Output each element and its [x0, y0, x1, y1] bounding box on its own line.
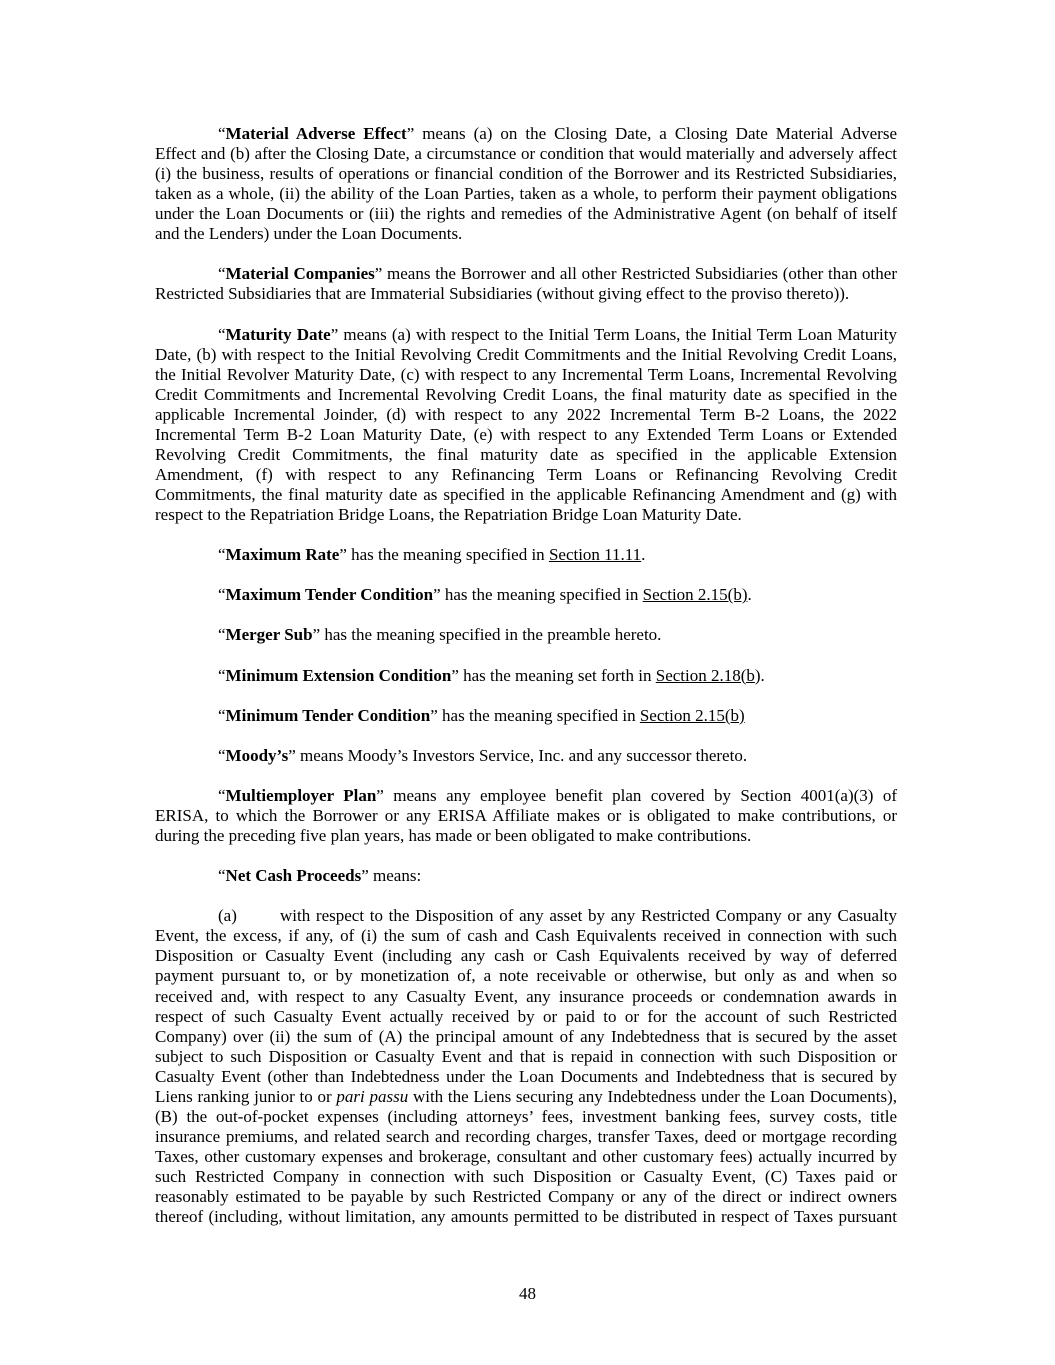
- text-line: [155, 906, 897, 926]
- open-quote: “: [218, 264, 226, 284]
- open-quote: “: [218, 705, 226, 725]
- defined-term: Material Companies: [225, 264, 375, 284]
- open-quote: “: [218, 585, 226, 605]
- section-reference: Section 2.15(b): [642, 585, 748, 605]
- clause-text: with respect to the Disposition of any asset by any Restricted Company or any Casualty: [280, 906, 897, 926]
- definition-text: ” has the meaning specified in the preamble hereto.: [312, 625, 662, 645]
- trailing-punctuation: .: [747, 585, 752, 605]
- open-quote: “: [218, 866, 226, 886]
- defined-term: Maturity Date: [225, 324, 331, 344]
- page-number: 48: [519, 1284, 536, 1303]
- text-line: received and, with respect to any Casualty Event, any insurance proceeds or condemnation awards in: [155, 986, 897, 1006]
- open-quote: “: [218, 625, 226, 645]
- section-reference: Section 11.11: [548, 545, 642, 565]
- definition-text: ” means:: [361, 866, 422, 886]
- text-line: Event, the excess, if any, of (i) the sum of cash and Cash Equivalents received in connection with such: [155, 926, 897, 946]
- italic-phrase: pari passu: [336, 1086, 409, 1106]
- text-line: Incremental Term B-2 Loan Maturity Date, (e) with respect to any Extended Term Loans or Extended: [155, 424, 897, 444]
- text-line: [155, 786, 897, 806]
- text-line: reasonably estimated to be payable by such Restricted Company or any of the direct or indirect owners: [155, 1187, 897, 1206]
- defined-term: Maximum Tender Condition: [225, 585, 434, 605]
- definition-net-cash-proceeds: [155, 866, 897, 1227]
- defined-term: Minimum Extension Condition: [225, 665, 452, 685]
- definition-text: ” has the meaning specified in: [433, 585, 643, 605]
- text-line: such Restricted Company in connection with such Disposition or Casualty Event, (C) Taxes paid or: [155, 1166, 897, 1186]
- text-line: [155, 866, 897, 886]
- open-quote: “: [218, 745, 226, 765]
- text-line: [155, 746, 897, 766]
- open-quote: “: [218, 785, 226, 805]
- clause-enumerator: (a): [218, 906, 237, 926]
- definition-material-adverse-effect: [155, 124, 897, 244]
- text-line: and the Lenders) under the Loan Documents.: [155, 224, 463, 244]
- definition-text: ” has the meaning set forth in: [451, 665, 656, 685]
- definition-text: ” means (a) with respect to the Initial Term Loans, the Initial Term Loan Maturity: [330, 324, 897, 344]
- text-line: thereof (including, without limitation, any amounts permitted to be distributed in respect of Taxes pursuant: [155, 1207, 897, 1227]
- text-line: Credit Commitments and Incremental Revolving Credit Loans, the final maturity date as specified in the: [155, 384, 897, 404]
- text-line: Disposition or Casualty Event (including any cash or Cash Equivalents received by way of deferred: [155, 946, 897, 966]
- text-line: ERISA, to which the Borrower or any ERISA Affiliate makes or is obligated to make contributions, or: [155, 806, 897, 826]
- definition-text: ” means the Borrower and all other Restricted Subsidiaries (other than other: [374, 264, 897, 284]
- text-line: [155, 585, 897, 605]
- text-line: Revolving Credit Commitments, the final maturity date as specified in the applicable Extension: [155, 444, 897, 464]
- section-reference: Section 2.18(b: [655, 665, 755, 685]
- page-body: [155, 124, 897, 1247]
- text-line: Date, (b) with respect to the Initial Revolving Credit Commitments and the Initial Revolving Credit Loans,: [155, 344, 897, 364]
- text-line: Commitments, the final maturity date as specified in the applicable Refinancing Amendment and (g) with: [155, 484, 897, 504]
- text-line: [155, 545, 897, 565]
- defined-term: Maximum Rate: [225, 545, 340, 565]
- text-line: [155, 666, 897, 686]
- text-line: insurance premiums, and related search and recording charges, transfer Taxes, deed or mortgage recording: [155, 1126, 897, 1146]
- text-line: [155, 264, 897, 284]
- text-line: Company) over (ii) the sum of (A) the principal amount of any Indebtedness that is secured by the asset: [155, 1026, 897, 1046]
- open-quote: “: [218, 324, 226, 344]
- text-line: Restricted Subsidiaries that are Immaterial Subsidiaries (without giving effect to the proviso thereto)).: [155, 284, 850, 304]
- trailing-punctuation: ).: [754, 665, 765, 685]
- text-line: (i) the business, results of operations or financial condition of the Borrower and its Restricted Subsidiaries,: [155, 164, 897, 184]
- definition-minimum-tender-condition: [155, 706, 897, 726]
- open-quote: “: [218, 545, 226, 565]
- text-line: subject to such Disposition or Casualty Event and that is repaid in connection with such Disposition or: [155, 1046, 897, 1066]
- defined-term: Moody’s: [225, 745, 289, 765]
- definition-text: ” means any employee benefit plan covered by Section 4001(a)(3) of: [376, 785, 897, 805]
- defined-term: Merger Sub: [225, 625, 313, 645]
- text-line: taken as a whole, (ii) the ability of the Loan Parties, taken as a whole, to perform their payment obligations: [155, 184, 897, 204]
- defined-term: Material Adverse Effect: [225, 124, 407, 143]
- defined-term: Minimum Tender Condition: [225, 705, 431, 725]
- definition-multiemployer-plan: [155, 786, 897, 846]
- text-line: applicable Incremental Joinder, (d) with respect to any 2022 Incremental Term B-2 Loans, the 2022: [155, 404, 897, 424]
- definition-maximum-tender-condition: [155, 585, 897, 605]
- text-line: respect of such Casualty Event actually received by or paid to or for the account of such Restricted: [155, 1006, 897, 1026]
- definition-text: ” has the meaning specified in: [430, 705, 640, 725]
- clause-text: Liens ranking junior to or: [155, 1086, 337, 1106]
- text-line: [155, 706, 897, 726]
- text-line: Taxes, other customary expenses and brokerage, consultant and other customary fees) actually incurred by: [155, 1146, 897, 1166]
- text-line: Effect and (b) after the Closing Date, a circumstance or condition that would materially and adversely affect: [155, 144, 897, 164]
- definition-material-companies: [155, 264, 897, 304]
- clause-a: [155, 906, 897, 1227]
- definition-text: ” means Moody’s Investors Service, Inc. and any successor thereto.: [288, 745, 748, 765]
- text-line: (B) the out-of-pocket expenses (including attorneys’ fees, investment banking fees, survey costs, title: [155, 1106, 897, 1126]
- text-line: [155, 625, 897, 645]
- definition-text: ” means (a) on the Closing Date, a Closing Date Material Adverse: [406, 124, 897, 143]
- definition-maximum-rate: [155, 545, 897, 565]
- text-line: payment pursuant to, or by monetization of, a note receivable or otherwise, but only as and when so: [155, 966, 897, 986]
- text-line: [155, 325, 897, 345]
- text-line: respect to the Repatriation Bridge Loans, the Repatriation Bridge Loan Maturity Date.: [155, 504, 742, 524]
- definition-merger-sub: [155, 625, 897, 645]
- text-line: during the preceding five plan years, has made or been obligated to make contributions.: [155, 826, 752, 846]
- text-line: Casualty Event (other than Indebtedness under the Loan Documents and Indebtedness that is secured by: [155, 1066, 897, 1086]
- text-line: the Initial Revolver Maturity Date, (c) with respect to any Incremental Term Loans, Incremental Revolving: [155, 364, 897, 384]
- text-line: [155, 1087, 897, 1107]
- definition-minimum-extension-condition: [155, 666, 897, 686]
- open-quote: “: [218, 124, 226, 143]
- text-line: Amendment, (f) with respect to any Refinancing Term Loans or Refinancing Revolving Credit: [155, 464, 897, 484]
- definition-moodys: [155, 746, 897, 766]
- text-line: [155, 124, 897, 144]
- trailing-punctuation: .: [641, 545, 646, 565]
- defined-term: Multiemployer Plan: [225, 785, 377, 805]
- definition-maturity-date: [155, 325, 897, 525]
- definition-text: ” has the meaning specified in: [339, 545, 549, 565]
- text-line: under the Loan Documents or (iii) the rights and remedies of the Administrative Agent (on behalf of itself: [155, 204, 897, 224]
- section-reference: Section 2.15(b): [639, 705, 745, 725]
- definition-heading: [155, 866, 897, 886]
- open-quote: “: [218, 665, 226, 685]
- clause-text: with the Liens securing any Indebtedness under the Loan Documents),: [408, 1086, 897, 1106]
- defined-term: Net Cash Proceeds: [225, 866, 362, 886]
